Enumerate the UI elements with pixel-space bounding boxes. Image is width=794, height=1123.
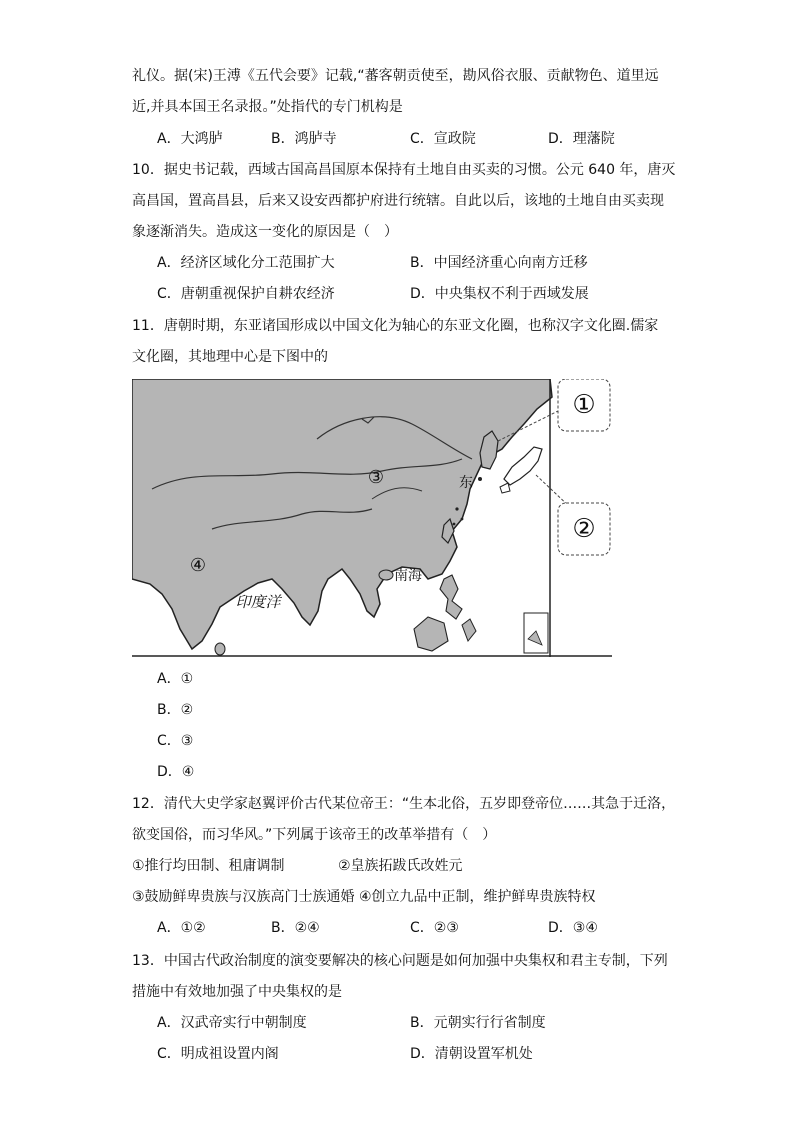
q9-option-a[interactable]: A．大鸿胪 [157, 131, 223, 147]
hainan-island [379, 570, 393, 580]
q10-text-line1: 10．据史书记载，西域古国高昌国原本保持有土地自由买卖的习惯。公元 640 年，唐灭 [132, 162, 676, 178]
q13-option-b[interactable]: B．元朝实行行省制度 [410, 1015, 546, 1031]
q13-text-line1: 13．中国古代政治制度的演变要解决的核心问题是如何加强中央集权和君主专制，下列 [132, 953, 668, 969]
q12-item-3-4: ③鼓励鲜卑贵族与汉族高门士族通婚 ④创立九品中正制，维护鲜卑贵族特权 [132, 889, 596, 905]
map-label-3: ③ [367, 467, 385, 488]
q11-option-d[interactable]: D．④ [157, 764, 195, 780]
q11-text-line1: 11．唐朝时期，东亚诸国形成以中国文化为轴心的东亚文化圈，也称汉字文化圈.儒家 [132, 318, 659, 334]
q9-option-d[interactable]: D．理藩院 [548, 131, 615, 147]
q11-option-c[interactable]: C．③ [157, 733, 194, 749]
q9-option-c[interactable]: C．宣政院 [410, 131, 476, 147]
q10-option-d[interactable]: D．中央集权不利于西域发展 [410, 286, 589, 302]
q12-option-a[interactable]: A．①② [157, 920, 206, 936]
japan-islands [504, 447, 542, 485]
q11-text-line2: 文化圈，其地理中心是下图中的 [132, 349, 328, 365]
east-asia-map [132, 379, 612, 657]
q10-text-line3: 象逐渐消失。造成这一变化的原因是（ ） [132, 224, 398, 240]
map-label-indian-ocean: 印度洋 [235, 593, 281, 611]
q13-option-c[interactable]: C．明成祖设置内阁 [157, 1046, 279, 1062]
q10-text-line2: 高昌国，置高昌县，后来又设安西都护府进行统辖。自此以后，该地的土地自由买卖现 [132, 193, 664, 209]
map-label-east: 东 [459, 475, 473, 491]
sri-lanka [215, 643, 225, 655]
q12-option-d[interactable]: D．③④ [548, 920, 598, 936]
q13-text-line2: 措施中有效地加强了中央集权的是 [132, 984, 342, 1000]
q10-option-c[interactable]: C．唐朝重视保护自耕农经济 [157, 286, 335, 302]
q10-option-a[interactable]: A．经济区域化分工范围扩大 [157, 255, 335, 271]
q10-option-b[interactable]: B．中国经济重心向南方迁移 [410, 255, 588, 271]
map-label-2: ② [572, 514, 596, 544]
q9-option-b[interactable]: B．鸿胪寺 [271, 131, 337, 147]
q12-text-line1: 12．清代大史学家赵翼评价古代某位帝王：“生本北俗，五岁即登帝位……其急于迁洛， [132, 796, 676, 812]
q12-item-1: ①推行均田制、租庸调制 [132, 858, 285, 874]
borneo [414, 617, 448, 651]
q12-item-2: ②皇族拓跋氏改姓元 [338, 858, 463, 874]
q9-text-line2: 近,并具本国王名录报。”处指代的专门机构是 [132, 99, 403, 115]
q13-option-d[interactable]: D．清朝设置军机处 [410, 1046, 533, 1062]
philippines [440, 575, 462, 619]
map-label-south-sea: 南海 [394, 568, 422, 584]
q11-option-a[interactable]: A．① [157, 671, 194, 687]
map-label-4: ④ [189, 555, 207, 576]
q9-text-line1: 礼仪。据(宋)王溥《五代会要》记载,“蕃客朝贡使至，勘风俗衣服、贡献物色、道里远 [132, 68, 659, 84]
q11-option-b[interactable]: B．② [157, 702, 194, 718]
q13-option-a[interactable]: A．汉武帝实行中朝制度 [157, 1015, 307, 1031]
q12-option-c[interactable]: C．②③ [410, 920, 459, 936]
q12-option-b[interactable]: B．②④ [271, 920, 320, 936]
q12-text-line2: 欲变国俗，而习华风。”下列属于该帝王的改革举措有（ ） [132, 827, 497, 843]
asia-landmass [132, 379, 552, 649]
map-label-1: ① [572, 390, 596, 420]
